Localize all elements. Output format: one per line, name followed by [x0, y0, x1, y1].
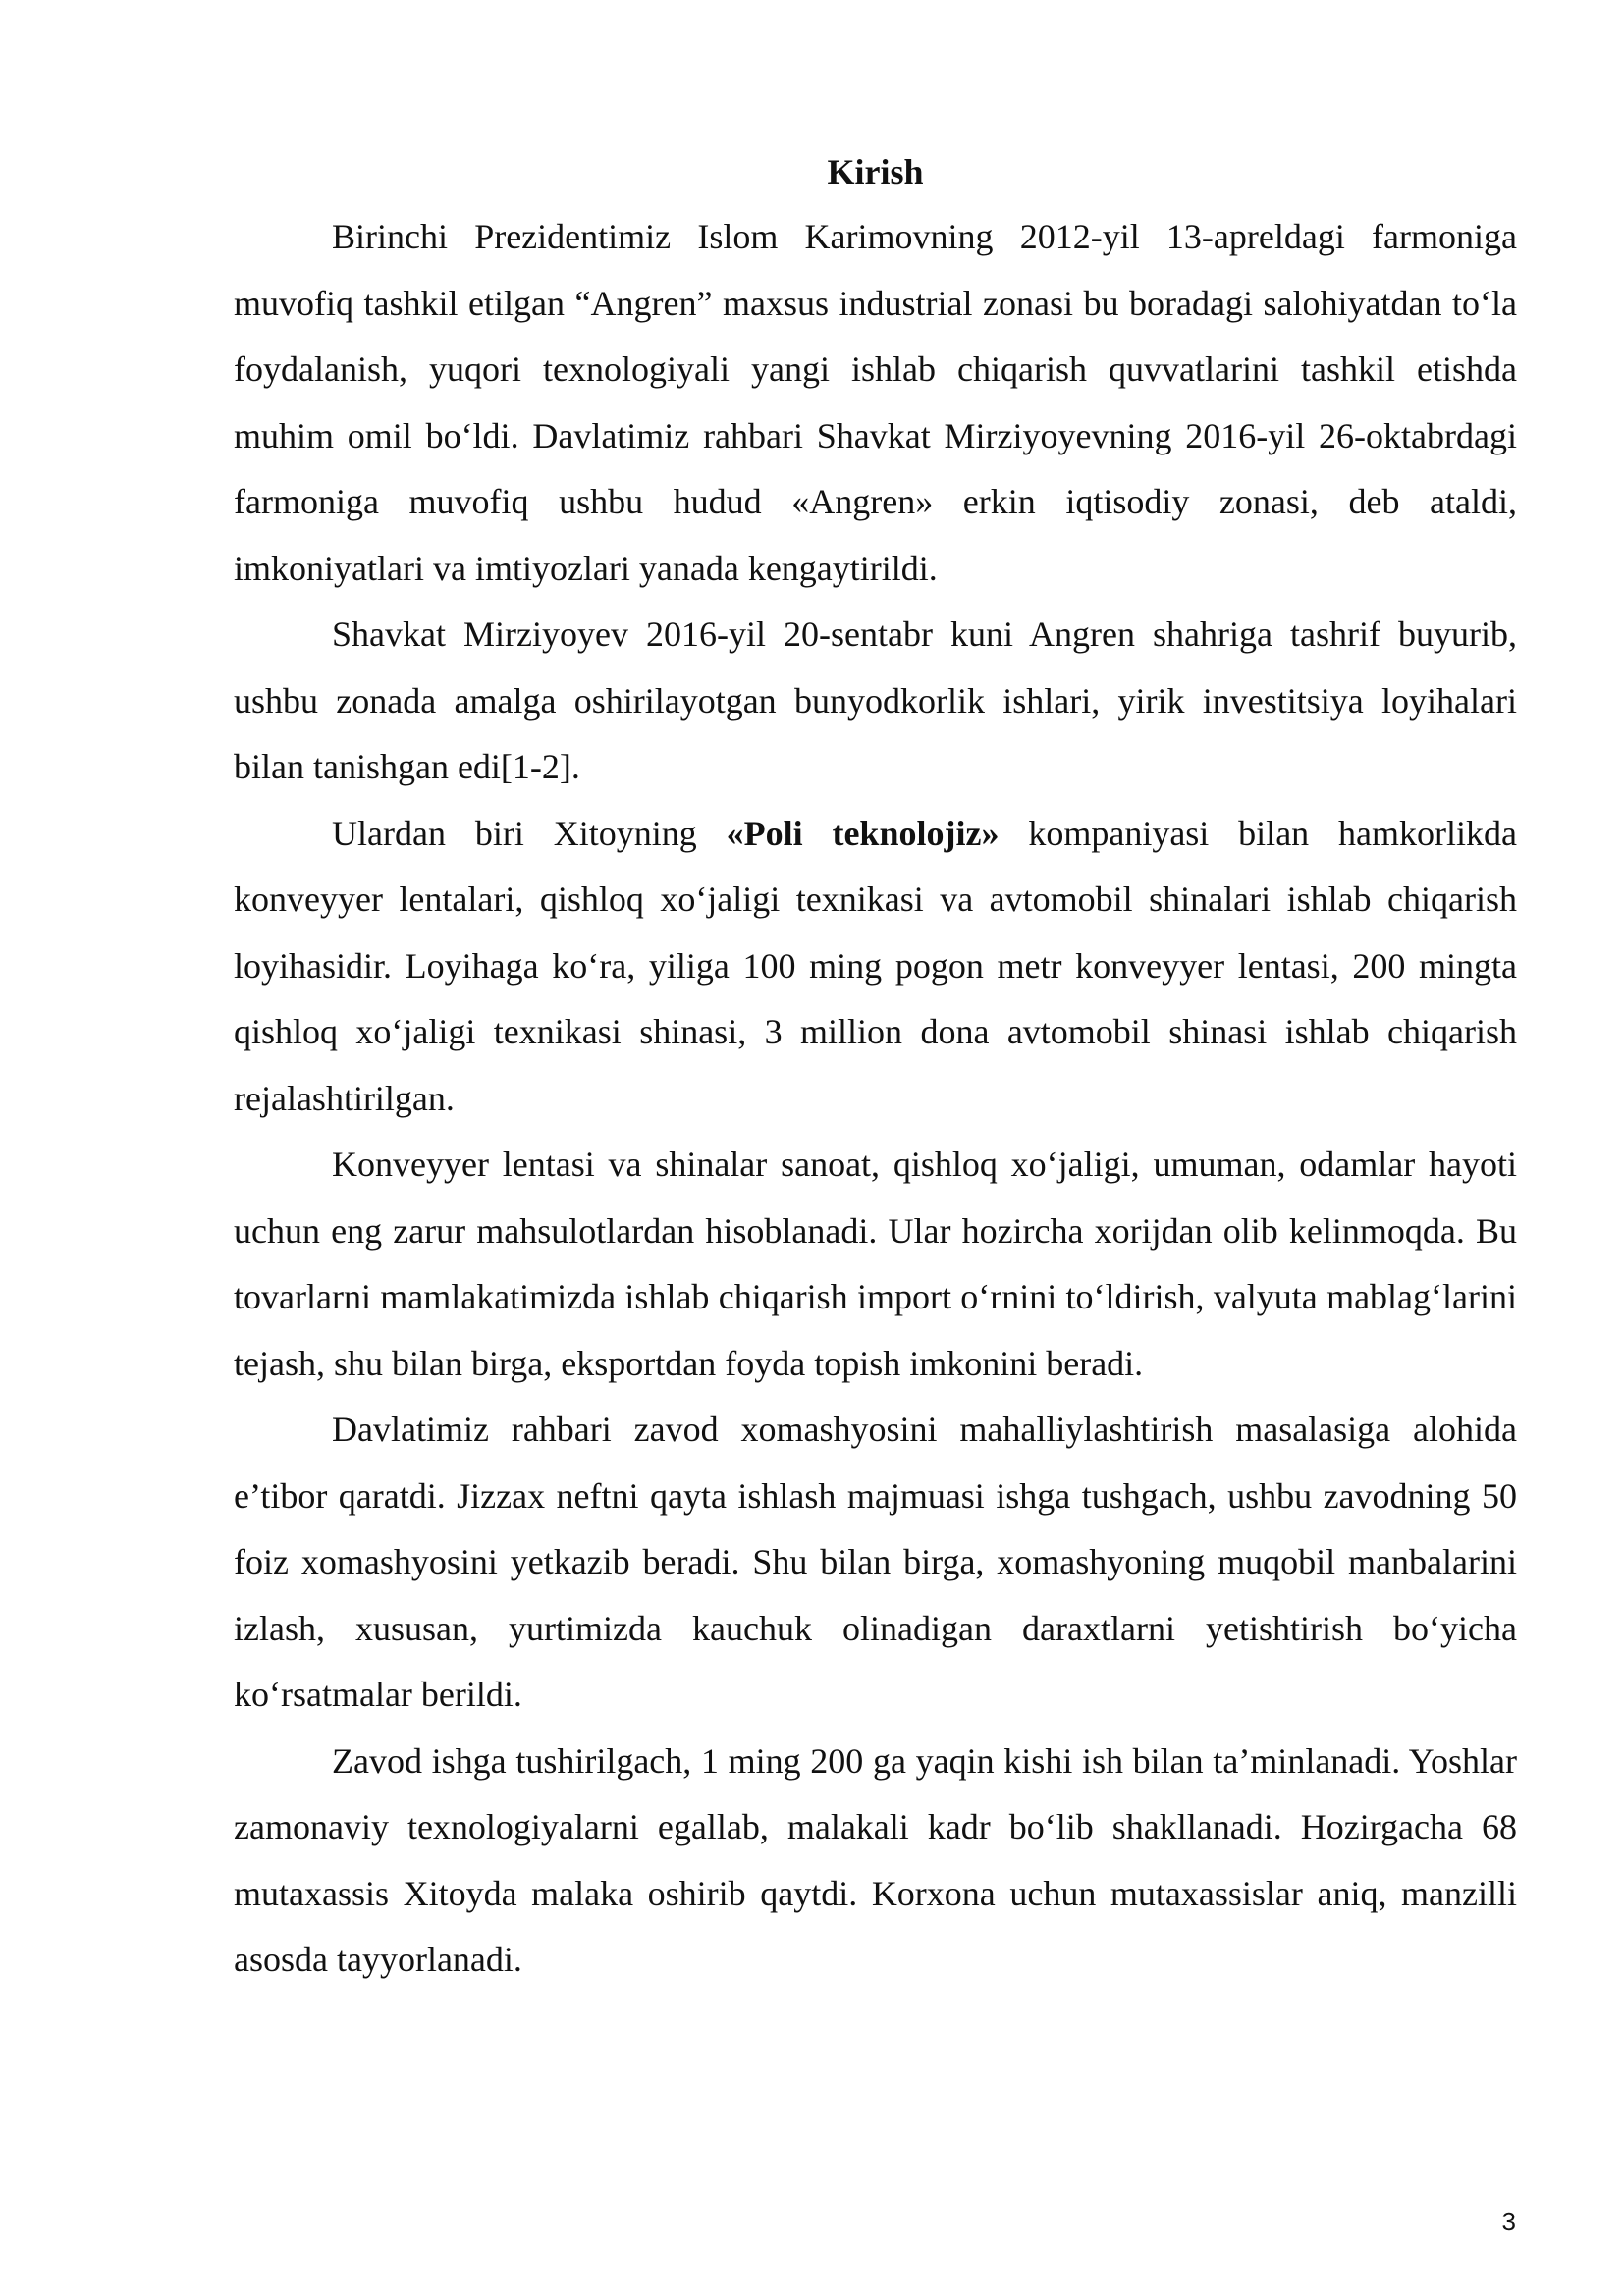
- paragraph-3-start: Ulardan biri Xitoyning: [332, 813, 727, 853]
- page-number: 3: [1501, 2207, 1516, 2236]
- document-title: Kirish: [827, 152, 924, 191]
- paragraph-6: Zavod ishga tushirilgach, 1 ming 200 ga yaqin kishi ish bilan ta’minlanadi. Yoshlar zamonaviy texnologiyalarni egallab, malakali kadr bo‘lib shakllanadi. Hozirgacha 68 mutaxassis Xitoyda malaka oshirib qaytdi. Korxona uchun mutaxassislar aniq, manzilli asosda tayyorlanadi.: [234, 1740, 1517, 1979]
- document-page: [234, 147, 1517, 1994]
- paragraph-3-rest: kompaniyasi bilan hamkorlikda konveyyer lentalari, qishloq xo‘jaligi texnikasi va avtomobil shinalari ishlab chiqarish loyihasidir. Loyihaga ko‘ra, yiliga 100 ming pogon metr konveyyer lentasi, 200 mingta qishloq xo‘jaligi texnikasi shinasi, 3 million dona avtomobil shinasi ishlab chiqarish rejalashtirilgan.: [234, 813, 1517, 1118]
- paragraph-5: Davlatimiz rahbari zavod xomashyosini mahalliylashtirish masalasiga alohida e’tibor qaratdi. Jizzax neftni qayta ishlash majmuasi ishga tushgach, ushbu zavodning 50 foiz xomashyosini yetkazib beradi. Shu bilan birga, xomashyoning muqobil manbalarini izlash, xususan, yurtimizda kauchuk olinadigan daraxtlarni yetishtirish bo‘yicha ko‘rsatmalar berildi.: [234, 1410, 1517, 1714]
- paragraph-2: Shavkat Mirziyoyev 2016-yil 20-sentabr kuni Angren shahriga tashrif buyurib, ushbu zonada amalga oshirilayotgan bunyodkorlik ishlari, yirik investitsiya loyihalari bilan tanishgan edi[1-2].: [234, 614, 1517, 786]
- paragraph-1: Birinchi Prezidentimiz Islom Karimovning 2012-yil 13-apreldagi farmoniga muvofiq tashkil etilgan “Angren” maxsus industrial zonasi bu boradagi salohiyatdan to‘la foydalanish, yuqori texnologiyali yangi ishlab chiqarish quvvatlarini tashkil etishda muhim omil bo‘ldi. Davlatimiz rahbari Shavkat Mirziyoyevning 2016-yil 26-oktabrdagi farmoniga muvofiq ushbu hudud «Angren» erkin iqtisodiy zonasi, deb ataldi, imkoniyatlari va imtiyozlari yanada kengaytirildi.: [234, 217, 1517, 588]
- paragraph-3: [234, 801, 1517, 1133]
- company-name: «Poli teknolojiz»: [726, 813, 1000, 853]
- paragraph-4: Konveyyer lentasi va shinalar sanoat, qishloq xo‘jaligi, umuman, odamlar hayoti uchun eng zarur mahsulotlardan hisoblanadi. Ular hozircha xorijdan olib kelinmoqda. Bu tovarlarni mamlakatimizda ishlab chiqarish import o‘rnini to‘ldirish, valyuta mablag‘larini tejash, shu bilan birga, eksportdan foyda topish imkonini beradi.: [234, 1145, 1517, 1383]
